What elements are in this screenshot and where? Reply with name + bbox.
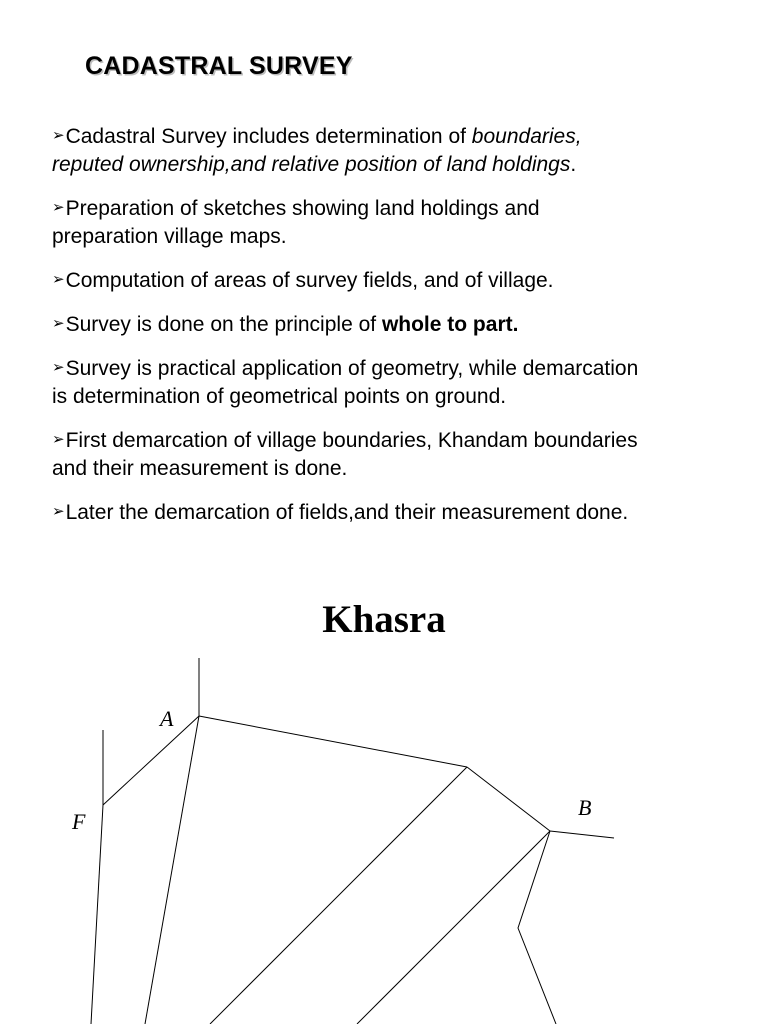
- boundary-line: [550, 831, 614, 838]
- bullet-emphasis: reputed ownership,and relative position of land holdings: [52, 153, 571, 176]
- bullet-text: First demarcation of village boundaries, Khandam boundaries: [65, 429, 638, 452]
- boundary-line: [518, 831, 556, 1024]
- arrow-bullet-icon: ➢: [52, 502, 65, 520]
- boundary-line: [103, 716, 199, 805]
- page-title: CADASTRAL SURVEY: [85, 52, 353, 80]
- bullet-text: .: [570, 153, 577, 176]
- point-label-f: F: [72, 809, 86, 834]
- bullet-text: Cadastral Survey includes determination of: [65, 125, 472, 148]
- arrow-bullet-icon: ➢: [52, 314, 65, 332]
- boundary-line: [210, 767, 467, 1024]
- arrow-bullet-icon: ➢: [52, 430, 65, 448]
- bullet-text: preparation village maps.: [52, 225, 287, 248]
- bullet-text: is determination of geometrical points on ground.: [52, 385, 507, 408]
- bullet-text: and their measurement is done.: [52, 457, 348, 480]
- arrow-bullet-icon: ➢: [52, 358, 65, 376]
- bullet-text: Preparation of sketches showing land holdings and: [65, 197, 540, 220]
- point-label-b: B: [578, 795, 592, 820]
- arrow-bullet-icon: ➢: [52, 198, 65, 216]
- boundary-line: [357, 831, 550, 1024]
- boundary-line: [145, 716, 199, 1024]
- bullet-text: Computation of areas of survey fields, and of village.: [65, 269, 554, 292]
- arrow-bullet-icon: ➢: [52, 126, 65, 144]
- bullet-text: Survey is done on the principle of: [65, 313, 382, 336]
- diagram-title: Khasra: [322, 598, 446, 641]
- arrow-bullet-icon: ➢: [52, 270, 65, 288]
- bullet-strong: whole to part.: [381, 313, 519, 336]
- bullet-text: Survey is practical application of geometry, while demarcation: [65, 357, 639, 380]
- bullet-text: Later the demarcation of fields,and their measurement done.: [65, 501, 629, 524]
- boundary-line: [199, 716, 467, 767]
- point-label-a: A: [160, 706, 174, 731]
- boundary-line: [467, 767, 550, 831]
- boundary-line: [91, 805, 103, 1024]
- bullet-emphasis: boundaries,: [471, 125, 582, 148]
